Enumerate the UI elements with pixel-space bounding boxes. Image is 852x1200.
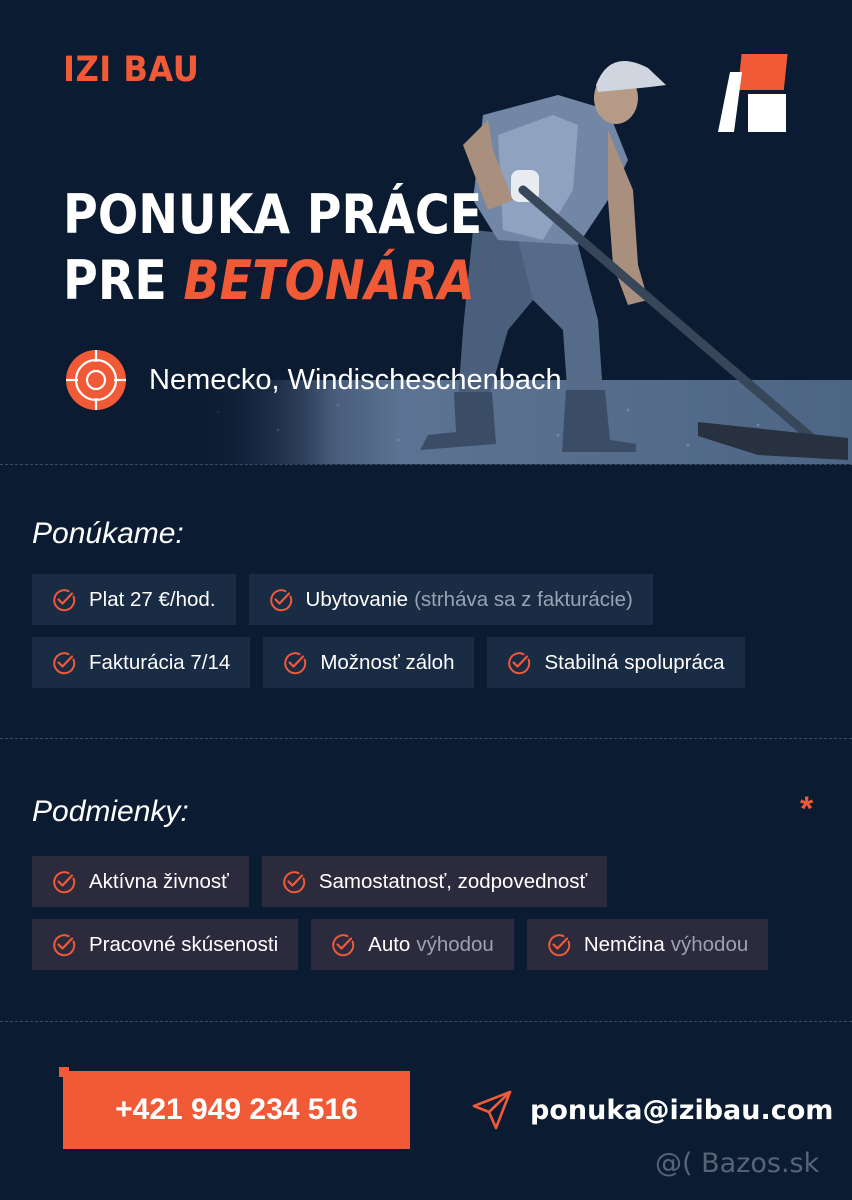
- offer-item: [32, 637, 250, 688]
- brand-mark-icon: [716, 50, 788, 134]
- requirements-row-2: [32, 919, 768, 970]
- check-circle-icon: [506, 650, 532, 676]
- location: [63, 347, 562, 413]
- offer-item-note: (strháva sa z fakturácie): [414, 587, 633, 611]
- check-circle-icon: [281, 869, 307, 895]
- check-circle-icon: [282, 650, 308, 676]
- check-circle-icon: [51, 869, 77, 895]
- offer-item-label: Stabilná spolupráca: [544, 650, 725, 674]
- requirements-title: Podmienky:: [32, 795, 189, 828]
- offer-item-label: Fakturácia 7/14: [89, 650, 231, 674]
- check-circle-icon: [268, 587, 294, 613]
- requirement-item-label: Nemčina: [583, 932, 665, 956]
- offer-row-2: [32, 637, 745, 688]
- divider: [0, 464, 852, 465]
- headline-accent: BETONÁRA: [183, 249, 475, 312]
- offer-item: [32, 574, 236, 625]
- requirement-item-note: výhodou: [670, 932, 749, 956]
- check-circle-icon: [51, 932, 77, 958]
- requirements-asterisk: *: [800, 790, 814, 828]
- requirements-row-1: [32, 856, 607, 907]
- requirement-item-label: Auto: [368, 932, 411, 956]
- paper-plane-icon: [470, 1088, 514, 1132]
- bazos-watermark: @( Bazos.sk: [655, 1148, 820, 1179]
- phone-call-button[interactable]: +421 949 234 516: [63, 1071, 410, 1149]
- requirement-item-note: výhodou: [416, 932, 494, 956]
- offer-item: [487, 637, 744, 688]
- requirement-item-label: Aktívna živnosť: [89, 869, 229, 893]
- offer-item-label: Plat 27 €/hod.: [89, 587, 216, 611]
- target-pin-icon: [63, 347, 129, 413]
- offer-row-1: [32, 574, 653, 625]
- requirement-item: [262, 856, 607, 907]
- check-circle-icon: [546, 932, 572, 958]
- offer-item-label: Možnosť záloh: [320, 650, 455, 674]
- offer-item: [263, 637, 474, 688]
- requirement-item: [32, 856, 249, 907]
- requirement-item: [311, 919, 514, 970]
- check-circle-icon: [51, 587, 77, 613]
- requirement-item: [527, 919, 768, 970]
- location-text: Nemecko, Windischeschenbach: [149, 363, 562, 396]
- divider: [0, 738, 852, 739]
- requirement-item: [32, 919, 298, 970]
- requirement-item-label: Pracovné skúsenosti: [89, 932, 279, 956]
- offer-item: [249, 574, 653, 625]
- headline-line-1: PONUKA PRÁCE: [63, 183, 483, 246]
- check-circle-icon: [330, 932, 356, 958]
- page-title: [63, 182, 482, 314]
- offer-title: Ponúkame:: [32, 517, 184, 550]
- divider: [0, 1021, 852, 1022]
- brand-logo-text: IZI BAU: [63, 50, 200, 90]
- offer-item-label: Ubytovanie: [305, 587, 409, 611]
- email-link[interactable]: [470, 1088, 833, 1132]
- headline-line-2-prefix: PRE: [63, 249, 184, 312]
- requirement-item-label: Samostatnosť, zodpovednosť: [318, 869, 588, 893]
- email-address[interactable]: ponuka@izibau.com: [530, 1094, 834, 1126]
- check-circle-icon: [51, 650, 77, 676]
